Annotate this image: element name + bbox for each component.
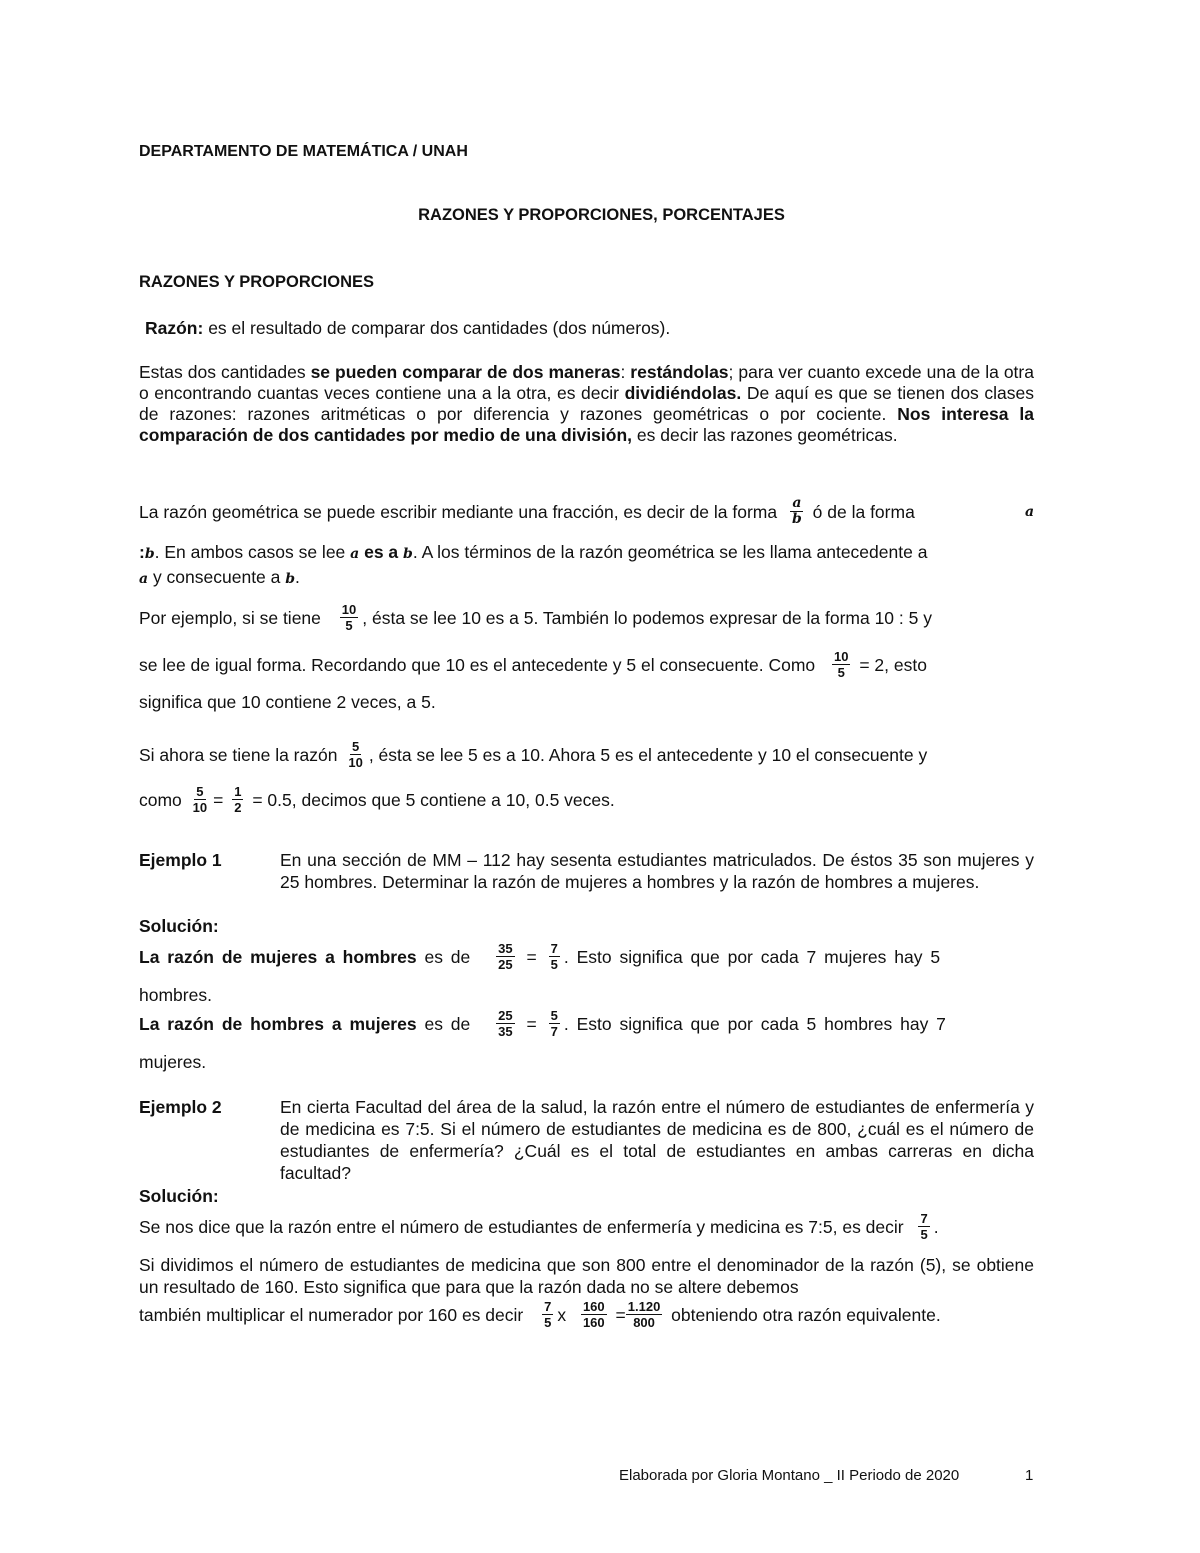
fraction-denominator: b bbox=[792, 510, 802, 527]
var-b-2: b bbox=[403, 546, 413, 562]
example-1-solution-line3 bbox=[139, 1007, 1034, 1041]
example-1-solution-line4: mujeres. bbox=[139, 1052, 207, 1072]
paragraph-example-10-5-line3: significa que 10 contiene 2 veces, a 5. bbox=[139, 692, 436, 712]
fraction-denominator: 5 bbox=[345, 617, 353, 633]
example-1-solution-label: Solución: bbox=[139, 916, 219, 936]
fraction-denominator: 5 bbox=[550, 956, 558, 972]
p3-text-2: , ésta se lee 10 es a 5. También lo podemos expresar de la forma 10 : 5 y bbox=[362, 608, 932, 628]
example-2-label: Ejemplo 2 bbox=[139, 1097, 222, 1117]
e1-text-1: es de bbox=[416, 947, 471, 967]
fraction-numerator: 10 bbox=[834, 648, 849, 664]
equals-sign: = bbox=[615, 1305, 626, 1325]
fraction-denominator: 800 bbox=[633, 1314, 655, 1330]
equals-sign: = bbox=[213, 790, 224, 810]
p2-bold-es-a: es a bbox=[359, 542, 404, 562]
section-heading: RAZONES Y PROPORCIONES bbox=[139, 273, 375, 291]
p1-bold-4: Nos interesa la comparación de dos cantidades por medio de una división, bbox=[139, 404, 1034, 445]
equals-sign: = bbox=[526, 947, 537, 967]
example-1-label: Ejemplo 1 bbox=[139, 850, 222, 870]
fraction-10-over-5-b bbox=[832, 649, 850, 680]
p4-text-4: = 0.5, decimos que 5 contiene a 10, 0.5 veces. bbox=[247, 790, 615, 810]
fraction-denominator: 5 bbox=[544, 1314, 552, 1330]
paragraph-example-10-5-line1 bbox=[139, 601, 1034, 635]
fraction-denominator: 5 bbox=[837, 664, 845, 680]
fraction-numerator: 7 bbox=[550, 940, 558, 956]
paragraph-comparison bbox=[139, 362, 1034, 446]
fraction-35-over-25 bbox=[496, 941, 514, 972]
document-title: RAZONES Y PROPORCIONES, PORCENTAJES bbox=[418, 206, 785, 224]
fraction-numerator: 35 bbox=[498, 940, 513, 956]
fraction-7-over-5-b bbox=[918, 1211, 929, 1242]
p1-text-3: ; para ver cuanto excede una de la otra o encontrando cuantas veces contiene una a la otra, es decir bbox=[139, 362, 1034, 403]
fraction-numerator: 7 bbox=[544, 1298, 552, 1314]
e2-text-1: Se nos dice que la razón entre el número de estudiantes de enfermería y medicina es 7:5, es decir bbox=[139, 1217, 904, 1237]
fraction-5-over-10 bbox=[346, 739, 364, 770]
fraction-1-over-2 bbox=[232, 784, 243, 815]
p2-colon: : bbox=[139, 542, 145, 562]
department-header: DEPARTAMENTO DE MATEMÁTICA / UNAH bbox=[139, 143, 468, 160]
fraction-numerator: a bbox=[792, 494, 802, 511]
var-a-2: a bbox=[350, 546, 360, 562]
razon-term: Razón: bbox=[145, 318, 204, 338]
e1-text-4: . Esto significa que por cada 5 hombres hay 7 bbox=[563, 1014, 946, 1034]
example-2-solution-label: Solución: bbox=[139, 1186, 219, 1206]
paragraph-example-5-10-line1 bbox=[139, 738, 1034, 772]
p4-text-3: como bbox=[139, 790, 182, 810]
fraction-denominator: 160 bbox=[582, 1314, 605, 1330]
fraction-160-over-160 bbox=[581, 1299, 607, 1330]
fraction-denominator: 10 bbox=[348, 754, 363, 770]
example-2-statement: En cierta Facultad del área de la salud, la razón entre el número de estudiantes de enfermería y de medicina es 7:5. Si el número de estudiantes de medicina es de 800, ¿cuál es el número de estudiantes de enfermería? ¿Cuál es el total de estudiantes en ambas carreras en dicha facultad? bbox=[280, 1097, 1034, 1183]
p2-text-2: ó de la forma bbox=[807, 502, 915, 522]
fraction-a-over-b bbox=[790, 496, 804, 527]
ratio-men-women-label: La razón de hombres a mujeres bbox=[139, 1014, 417, 1034]
example-2-solution-line2: Si dividimos el número de estudiantes de medicina que son 800 entre el denominador de la razón (5), se obtiene un resultado de 160. Esto significa que para que la razón dada no se altere debemos bbox=[139, 1255, 1034, 1297]
fraction-numerator: 5 bbox=[196, 783, 204, 799]
p1-text-2: : bbox=[620, 362, 631, 382]
p3-text-1: Por ejemplo, si se tiene bbox=[139, 608, 321, 628]
p2-text-1: La razón geométrica se puede escribir mediante una fracción, es decir de la forma bbox=[139, 502, 778, 522]
razon-definition bbox=[145, 318, 1040, 339]
fraction-numerator: 1 bbox=[234, 783, 242, 799]
page-number: 1 bbox=[1025, 1467, 1034, 1484]
ratio-women-men-label: La razón de mujeres a hombres bbox=[139, 947, 417, 967]
paragraph-example-5-10-line2 bbox=[139, 783, 1034, 817]
example-2-solution-line1 bbox=[139, 1210, 1034, 1244]
p2-text-7: . bbox=[295, 567, 300, 587]
var-b: b bbox=[144, 546, 155, 562]
fraction-denominator: 35 bbox=[498, 1023, 513, 1039]
p1-bold-1: se pueden comparar de dos maneras bbox=[310, 362, 621, 382]
p1-text-1: Estas dos cantidades bbox=[139, 362, 311, 382]
paragraph-geometric-line2 bbox=[139, 541, 1034, 591]
fraction-denominator: 25 bbox=[498, 956, 513, 972]
fraction-numerator: 5 bbox=[351, 738, 360, 754]
e2-period: . bbox=[933, 1217, 939, 1237]
e2-text-3a: también multiplicar el numerador por 160 es decir bbox=[139, 1305, 524, 1325]
p1-bold-3: dividiéndolas. bbox=[624, 383, 742, 403]
e2-text-3b: obteniendo otra razón equivalente. bbox=[666, 1305, 941, 1325]
fraction-7-over-5-c bbox=[542, 1299, 553, 1330]
fraction-7-over-5 bbox=[549, 941, 560, 972]
paragraph-geometric-line1 bbox=[139, 496, 1039, 529]
p4-text-1: Si ahora se tiene la razón bbox=[139, 745, 338, 765]
fraction-10-over-5 bbox=[340, 602, 358, 633]
p2-text-6: y consecuente a bbox=[148, 567, 286, 587]
var-b-3: b bbox=[285, 571, 296, 587]
p1-text-4: De aquí es que se tienen dos clases de razones: razones aritméticas o por diferencia y razones geométricas o por cociente. bbox=[139, 383, 1034, 424]
p2-text-5: . A los términos de la razón geométrica se les llama antecedente a bbox=[412, 542, 928, 562]
p3-text-3: se lee de igual forma. Recordando que 10 es el antecedente y 5 el consecuente. Como bbox=[139, 655, 816, 675]
example-1-solution-line2: hombres. bbox=[139, 985, 212, 1005]
razon-text: es el resultado de comparar dos cantidades (dos números). bbox=[203, 318, 671, 338]
fraction-numerator: 1.120 bbox=[627, 1298, 661, 1314]
fraction-denominator: 2 bbox=[234, 799, 242, 815]
example-1-solution-line1 bbox=[139, 940, 1034, 974]
p3-text-4: = 2, esto bbox=[854, 655, 927, 675]
e1-text-3: es de bbox=[416, 1014, 471, 1034]
fraction-25-over-35 bbox=[496, 1008, 514, 1039]
fraction-numerator: 25 bbox=[498, 1007, 513, 1023]
fraction-5-over-10-b bbox=[191, 784, 209, 815]
var-a: a bbox=[1025, 504, 1035, 520]
example-1-statement: En una sección de MM – 112 hay sesenta estudiantes matriculados. De éstos 35 son mujeres y 25 hombres. Determinar la razón de mujeres a hombres y la razón de hombres a mujeres. bbox=[280, 850, 1034, 892]
fraction-numerator: 10 bbox=[341, 601, 357, 617]
fraction-denominator: 5 bbox=[920, 1226, 928, 1242]
fraction-numerator: 5 bbox=[550, 1007, 558, 1023]
fraction-denominator: 7 bbox=[550, 1023, 558, 1039]
example-2-solution-line3 bbox=[139, 1298, 1034, 1332]
paragraph-example-10-5-line2 bbox=[139, 648, 1034, 682]
e1-text-2: . Esto significa que por cada 7 mujeres hay 5 bbox=[563, 947, 941, 967]
fraction-numerator: 7 bbox=[920, 1210, 928, 1226]
fraction-1120-over-800 bbox=[626, 1299, 663, 1330]
var-a-3: a bbox=[139, 571, 149, 587]
fraction-numerator: 160 bbox=[582, 1298, 605, 1314]
equals-sign: = bbox=[526, 1014, 537, 1034]
times-sign: x bbox=[557, 1305, 567, 1325]
p2-text-4: . En ambos casos se lee bbox=[154, 542, 351, 562]
footer-credit: Elaborada por Gloria Montano _ II Periodo de 2020 bbox=[619, 1467, 960, 1484]
p1-bold-2: restándolas bbox=[630, 362, 729, 382]
fraction-5-over-7 bbox=[549, 1008, 560, 1039]
p4-text-2: , ésta se lee 5 es a 10. Ahora 5 es el antecedente y 10 el consecuente y bbox=[368, 745, 928, 765]
p1-text-5: es decir las razones geométricas. bbox=[632, 425, 898, 445]
fraction-denominator: 10 bbox=[192, 799, 208, 815]
